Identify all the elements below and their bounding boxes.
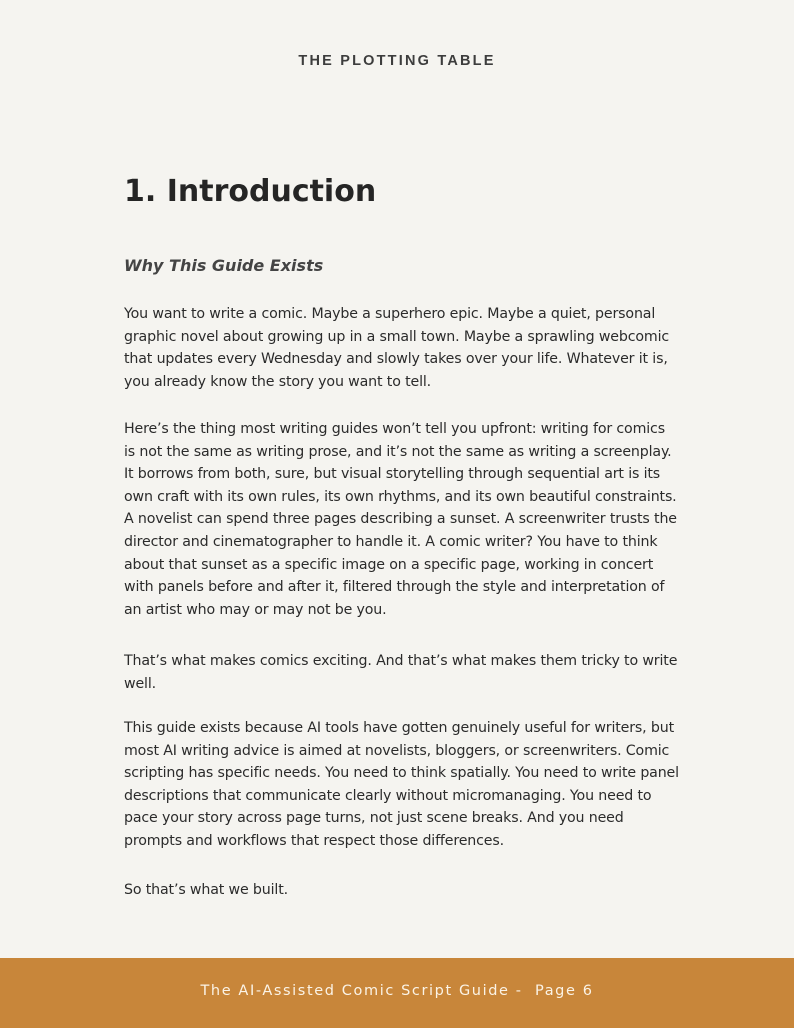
body-paragraph-5: So that’s what we built. bbox=[124, 882, 288, 898]
section-subtitle: Why This Guide Exists bbox=[124, 256, 324, 275]
body-paragraph-1: You want to write a comic. Maybe a superhero epic. Maybe a quiet, personal graphic novel about growing up in a small town. Maybe a sprawling webcomic that updates every Wednesday and slowly takes over your life. Whatever it is, you already know the story you want to tell. bbox=[124, 306, 670, 390]
running-header: THE PLOTTING TABLE bbox=[298, 53, 496, 69]
body-paragraph-3: That’s what makes comics exciting. And that’s what makes them tricky to write well. bbox=[124, 653, 678, 692]
body-paragraph-2: Here’s the thing most writing guides won’t tell you upfront: writing for comics is not the same as writing prose, and it’s not the same as writing a screenplay. It borrows from both, sure, but visual storytelling through sequential art is its own craft with its own rules, its own rhythms, and its own beautiful constraints. A novelist can spend three pages describing a sunset. A screenwriter trusts the director and cinematographer to handle it. A comic writer? You have to think about that sunset as a specific image on a specific page, working in concert with panels before and after it, filtered through the style and interpretation of an artist who may or may not be you. bbox=[124, 421, 677, 618]
body-paragraph-4: This guide exists because AI tools have gotten genuinely useful for writers, but most AI writing advice is aimed at novelists, bloggers, or screenwriters. Comic scripting has specific needs. You need to think spatially. You need to write panel descriptions that communicate clearly without micromanaging. You need to pace your story across page turns, not just scene breaks. And you need prompts and workflows that respect those differences. bbox=[124, 720, 679, 849]
chapter-title: 1. Introduction bbox=[124, 174, 377, 209]
footer-page-label: The AI-Assisted Comic Script Guide - Page 6 bbox=[200, 983, 594, 999]
footer-band bbox=[0, 958, 794, 1028]
